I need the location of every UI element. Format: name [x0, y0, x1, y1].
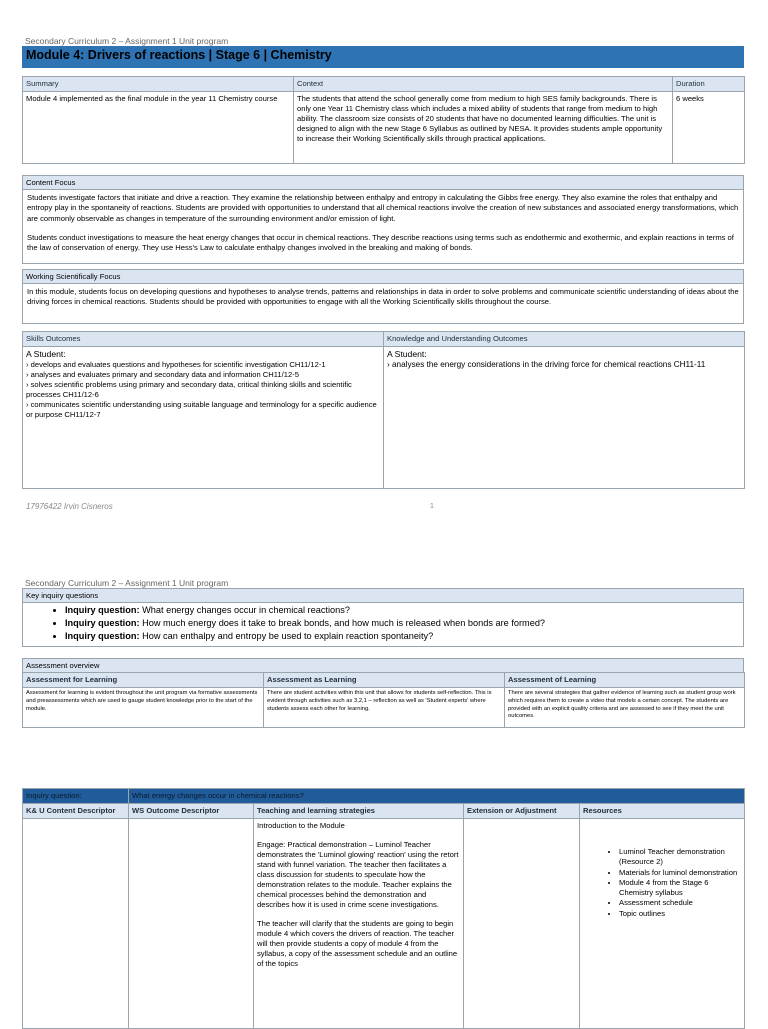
- skills-outcome-item: › analyses and evaluates primary and secondary data and information CH11/12-5: [26, 370, 299, 380]
- context-cell: The students that attend the school generally come from medium to high SES family backgrounds. There is only one Year 11 Chemistry class which includes a mixed ability of students that range from medium to high ability. The classroom size consists of 20 students that have no documented learning difficulties. The unit is designed to align with the new Stage 6 Syllabus as outlined by NESA. It provides students ample opportunity to increase their Working Scientifically skills through practical applications.: [294, 92, 673, 164]
- assessment-for-learning-cell: Assessment for learning is evident throughout the unit program via formative assessments and preassessments which are used to gauge student knowledge prior to the start of the module.: [23, 688, 264, 728]
- key-inquiry-section: [22, 588, 744, 647]
- document-header: Secondary Curriculum 2 – Assignment 1 Unit program: [25, 36, 229, 46]
- resources-header: Resources: [580, 804, 745, 819]
- ku-outcomes-cell: [384, 347, 745, 489]
- duration-cell: 6 weeks: [673, 92, 745, 164]
- inquiry-question-prefix: Inquiry question:: [65, 617, 140, 628]
- ku-content-descriptor-header: K& U Content Descriptor: [23, 804, 129, 819]
- assessment-overview-section: [22, 658, 744, 728]
- resource-item: • Assessment schedule: [619, 898, 741, 908]
- inquiry-question-text: How much energy does it take to break bonds, and how much is released when bonds are formed?: [142, 617, 546, 628]
- ws-focus-section: [22, 269, 744, 324]
- teaching-strategies-cell: [254, 819, 464, 1029]
- ku-outcome-item: › analyses the energy considerations in the driving force for chemical reactions CH11-11: [387, 360, 706, 370]
- ws-outcome-descriptor-cell: [129, 819, 254, 1029]
- content-focus-label: Content Focus: [22, 175, 744, 190]
- page-number: 1: [430, 503, 434, 510]
- content-focus-para-1: Students investigate factors that initiate and drive a reaction. They examine the relationship between enthalpy and entropy in calculating the Gibbs free energy. They also examine the roles that enthalpy and entropy play in the spontaneity of reactions. Students are provided with opportunities to understand that all chemical reactions involve the creation of new substances and associated energy transformations, which are commonly observable as changes in temperature of the surrounding environment and/or emission of light.: [27, 193, 739, 223]
- teaching-strategies-header: Teaching and learning strategies: [254, 804, 464, 819]
- inquiry-question-item: [65, 604, 739, 617]
- key-inquiry-label: Key inquiry questions: [22, 588, 744, 603]
- summary-table: [22, 76, 744, 164]
- skills-outcome-item: › solves scientific problems using primary and secondary data, critical thinking skills and scientific processes CH11/12-6: [26, 380, 352, 400]
- strategy-paragraph: Engage: Practical demonstration – Luminol Teacher demonstrates the 'Luminol glowing' reaction' using the retort stand with funnel variation. The teacher then facilitates a class discussion for students to speculate how the demonstration relates to the module. Teacher explains the chemical processes behind the demonstration and describes how it is used in crime scene investigations.: [257, 840, 459, 910]
- lesson-table: [22, 788, 744, 1029]
- inquiry-question-value: What energy changes occur in chemical reactions?: [129, 789, 745, 804]
- context-header: Context: [294, 77, 673, 92]
- ku-content-descriptor-cell: [23, 819, 129, 1029]
- inquiry-question-prefix: Inquiry question:: [65, 605, 140, 615]
- resources-cell: [580, 819, 745, 1029]
- content-focus-body: [22, 190, 744, 264]
- module-title-band: [22, 46, 744, 68]
- inquiry-question-label: Inquiry question:: [23, 789, 129, 804]
- skills-outcome-item: › communicates scientific understanding using suitable language and terminology for a specific audience or purpose CH11/12-7: [26, 400, 377, 420]
- inquiry-question-item: [65, 630, 739, 643]
- summary-cell: Module 4 implemented as the final module in the year 11 Chemistry course: [23, 92, 294, 164]
- duration-header: Duration: [673, 77, 745, 92]
- summary-header: Summary: [23, 77, 294, 92]
- ws-outcome-descriptor-header: WS Outcome Descriptor: [129, 804, 254, 819]
- strategy-paragraph: The teacher will clarify that the students are going to begin module 4 which covers the drivers of reaction. The teacher will then provide students a copy of module 4 from the syllabus, a copy of the assessment schedule and an outline of the topics: [257, 919, 458, 969]
- resource-item: • Module 4 from the Stage 6 Chemistry syllabus: [619, 878, 741, 899]
- ku-intro: A Student:: [387, 349, 427, 360]
- inquiry-question-prefix: Inquiry question:: [65, 630, 140, 641]
- ws-focus-body: In this module, students focus on developing questions and hypotheses to analyse trends, patterns and relationships in data in order to solve problems and communicate scientific understanding of ideas about the driving forces in chemical reactions. Students should be provided with opportunities to engage with all the Working Scientifically skills throughout the course.: [22, 284, 744, 324]
- strategy-title: Introduction to the Module: [257, 821, 345, 831]
- module-title: Module 4: Drivers of reactions | Stage 6 | Chemistry: [26, 48, 332, 62]
- assessment-of-learning-cell: There are several strategies that gather evidence of learning such as student group work which requires them to create a video that models a certain concept. The students are provided with an explicit quality criteria and are assessed to see if they meet the unit outcomes.: [505, 688, 745, 728]
- key-inquiry-body: [22, 603, 744, 647]
- assessment-for-learning-header: Assessment for Learning: [23, 673, 264, 688]
- ku-outcomes-header: Knowledge and Understanding Outcomes: [384, 332, 745, 347]
- resource-item: • Topic outlines: [619, 909, 741, 919]
- skills-outcome-item: › develops and evaluates questions and hypotheses for scientific investigation CH11/12-1: [26, 360, 326, 370]
- inquiry-question-text: How can enthalpy and entropy be used to explain reaction spontaneity?: [142, 630, 434, 641]
- skills-outcomes-cell: [23, 347, 384, 489]
- inquiry-question-text: What energy changes occur in chemical reactions?: [142, 605, 350, 615]
- assessment-overview-label: Assessment overview: [22, 658, 744, 673]
- assessment-as-learning-cell: There are student activities within this unit that allows for students self-reflection. This is evident through activities such as 3,2,1 – reflection as well as 'Student experts' where students assess each other for learning.: [264, 688, 505, 728]
- resource-item: • Materials for luminol demonstration: [619, 868, 741, 878]
- outcomes-table: [22, 331, 744, 489]
- resource-item: • Luminol Teacher demonstration (Resource 2): [619, 847, 741, 868]
- assessment-of-learning-header: Assessment of Learning: [505, 673, 745, 688]
- inquiry-question-item: [65, 617, 739, 630]
- extension-adjustment-cell: [464, 819, 580, 1029]
- extension-adjustment-header: Extension or Adjustment: [464, 804, 580, 819]
- ws-focus-label: Working Scientifically Focus: [22, 269, 744, 284]
- content-focus-para-2: Students conduct investigations to measure the heat energy changes that occur in chemical reactions. They describe reactions using terms such as endothermic and exothermic, and explain reactions in terms of the law of conservation of energy. They use Hess's Law to calculate enthalpy changes involved in the breaking and making of bonds.: [27, 232, 734, 252]
- skills-outcomes-header: Skills Outcomes: [23, 332, 384, 347]
- content-focus-section: [22, 175, 744, 264]
- footer-author: 17976422 Irvin Cisneros: [26, 502, 113, 511]
- assessment-as-learning-header: Assessment as Learning: [264, 673, 505, 688]
- skills-intro: A Student:: [26, 349, 66, 360]
- document-header-page-2: Secondary Curriculum 2 – Assignment 1 Unit program: [25, 578, 229, 588]
